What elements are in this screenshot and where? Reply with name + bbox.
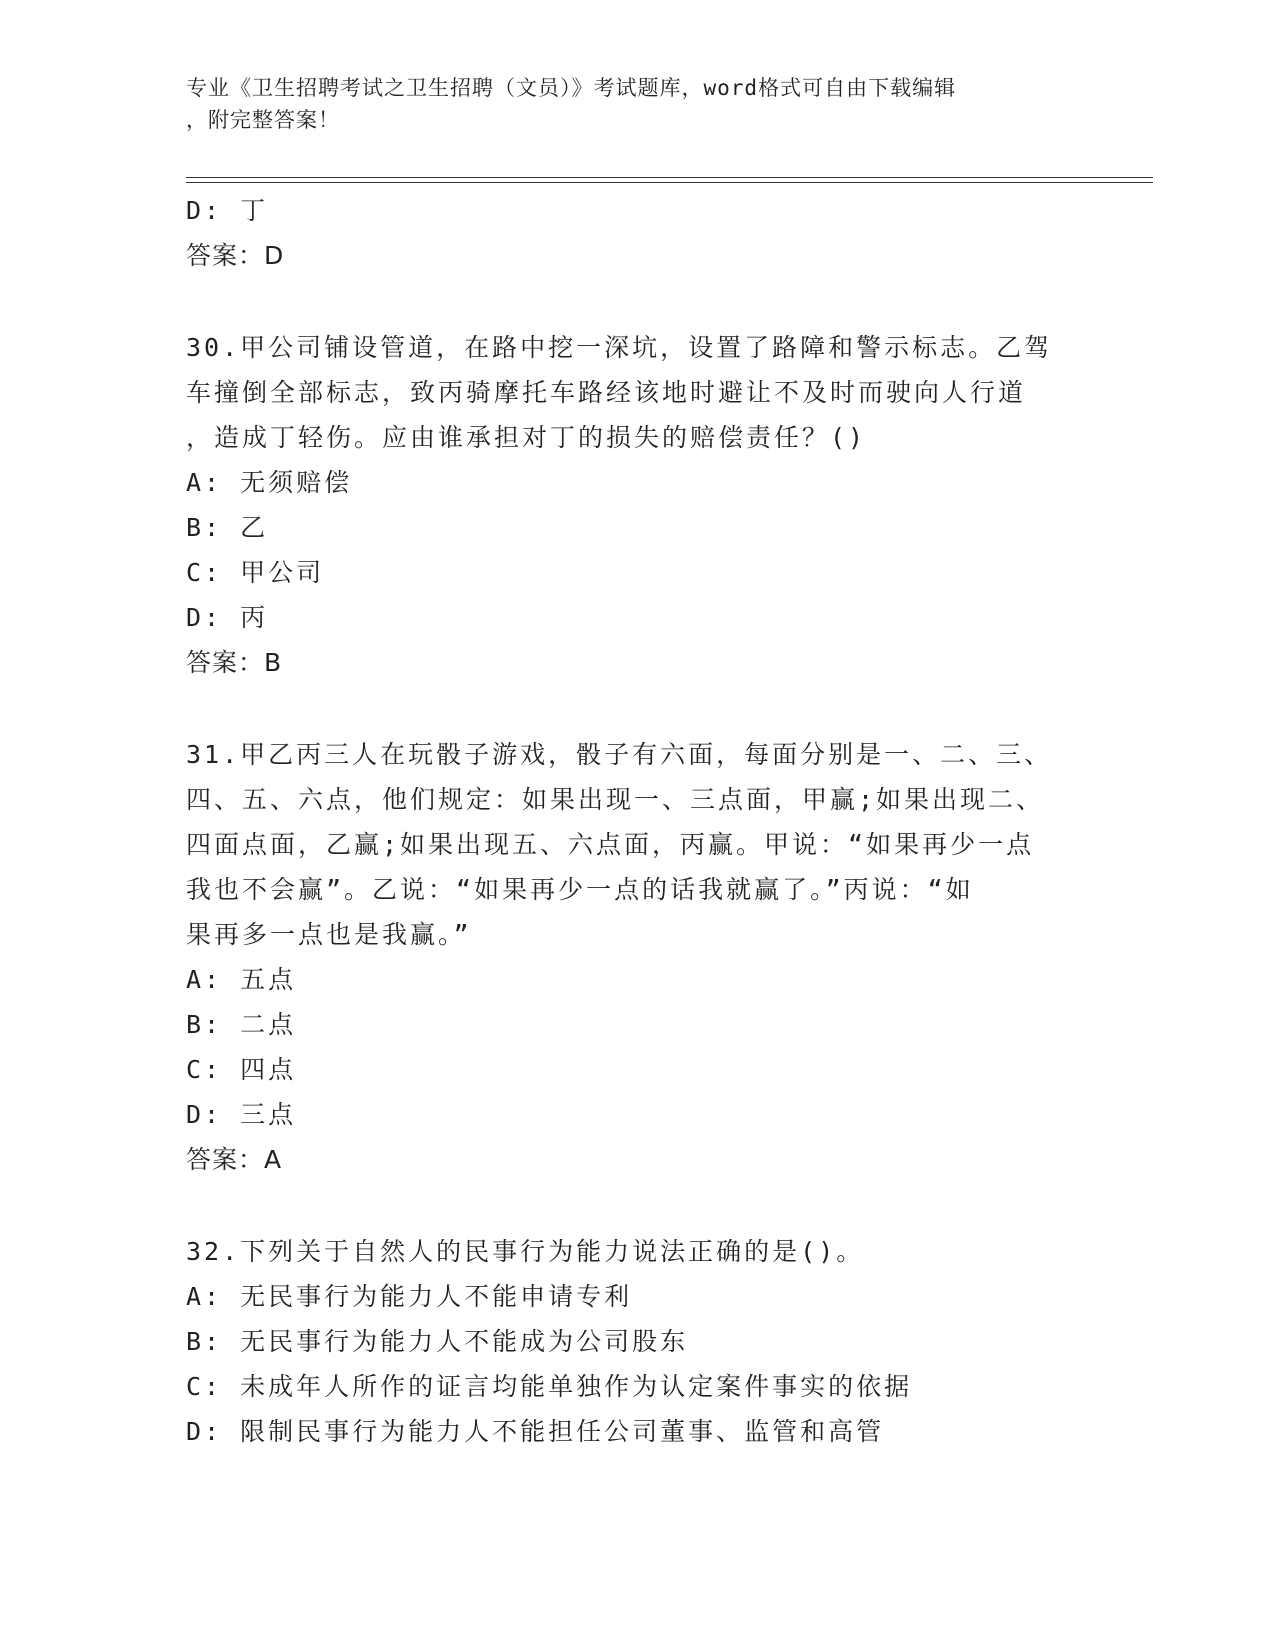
option-d: D: 丙 [186,603,269,632]
option-b: B: 二点 [186,1010,297,1039]
answer: 答案：A [186,1145,283,1174]
answer: 答案：B [186,648,283,677]
question-stem-line: 31.甲乙丙三人在玩骰子游戏，骰子有六面，每面分别是一、二、三、 [186,740,1053,769]
option-a: A: 五点 [186,965,297,994]
option-d: D: 限制民事行为能力人不能担任公司董事、监管和高管 [186,1417,885,1446]
option-a: A: 无民事行为能力人不能申请专利 [186,1282,633,1311]
question-stem-line: 四、五、六点，他们规定：如果出现一、三点面，甲赢;如果出现二、 [186,785,1045,814]
spacer [186,685,1066,732]
prev-answer: 答案：D [186,241,285,270]
question-stem-line: ，造成丁轻伤。应由谁承担对丁的损失的赔偿责任？() [186,423,867,452]
header-divider-bottom [186,182,1153,183]
spacer [186,1182,1066,1229]
spacer [186,278,1066,325]
option-b: B: 无民事行为能力人不能成为公司股东 [186,1327,689,1356]
page-header [186,72,1066,136]
option-c: C: 未成年人所作的证言均能单独作为认定案件事实的依据 [186,1372,913,1401]
option-b: B: 乙 [186,513,269,542]
question-31 [186,732,1066,1182]
option-d: D: 三点 [186,1100,297,1129]
option-c: C: 四点 [186,1055,297,1084]
question-stem-line: 我也不会赢”。乙说：“如果再少一点的话我就赢了。”丙说：“如 [186,875,974,904]
option-c: C: 甲公司 [186,558,325,587]
question-stem-line: 32.下列关于自然人的民事行为能力说法正确的是()。 [186,1237,865,1266]
option-a: A: 无须赔偿 [186,468,353,497]
prev-option-d: D: 丁 [186,196,269,225]
question-stem-line: 四面点面，乙赢;如果出现五、六点面，丙赢。甲说：“如果再少一点 [186,830,1035,859]
document-content [186,188,1066,1454]
header-divider-top [186,177,1153,178]
question-stem-line: 车撞倒全部标志，致丙骑摩托车路经该地时避让不及时而驶向人行道 [186,378,1027,407]
question-stem-line: 30.甲公司铺设管道，在路中挖一深坑，设置了路障和警示标志。乙驾 [186,333,1053,362]
question-30 [186,325,1066,685]
question-32 [186,1229,1066,1454]
header-line-2: ，附完整答案！ [186,108,340,132]
header-line-1: 专业《卫生招聘考试之卫生招聘（文员）》考试题库，word格式可自由下载编辑 [186,76,957,100]
question-stem-line: 果再多一点也是我赢。” [186,920,472,949]
